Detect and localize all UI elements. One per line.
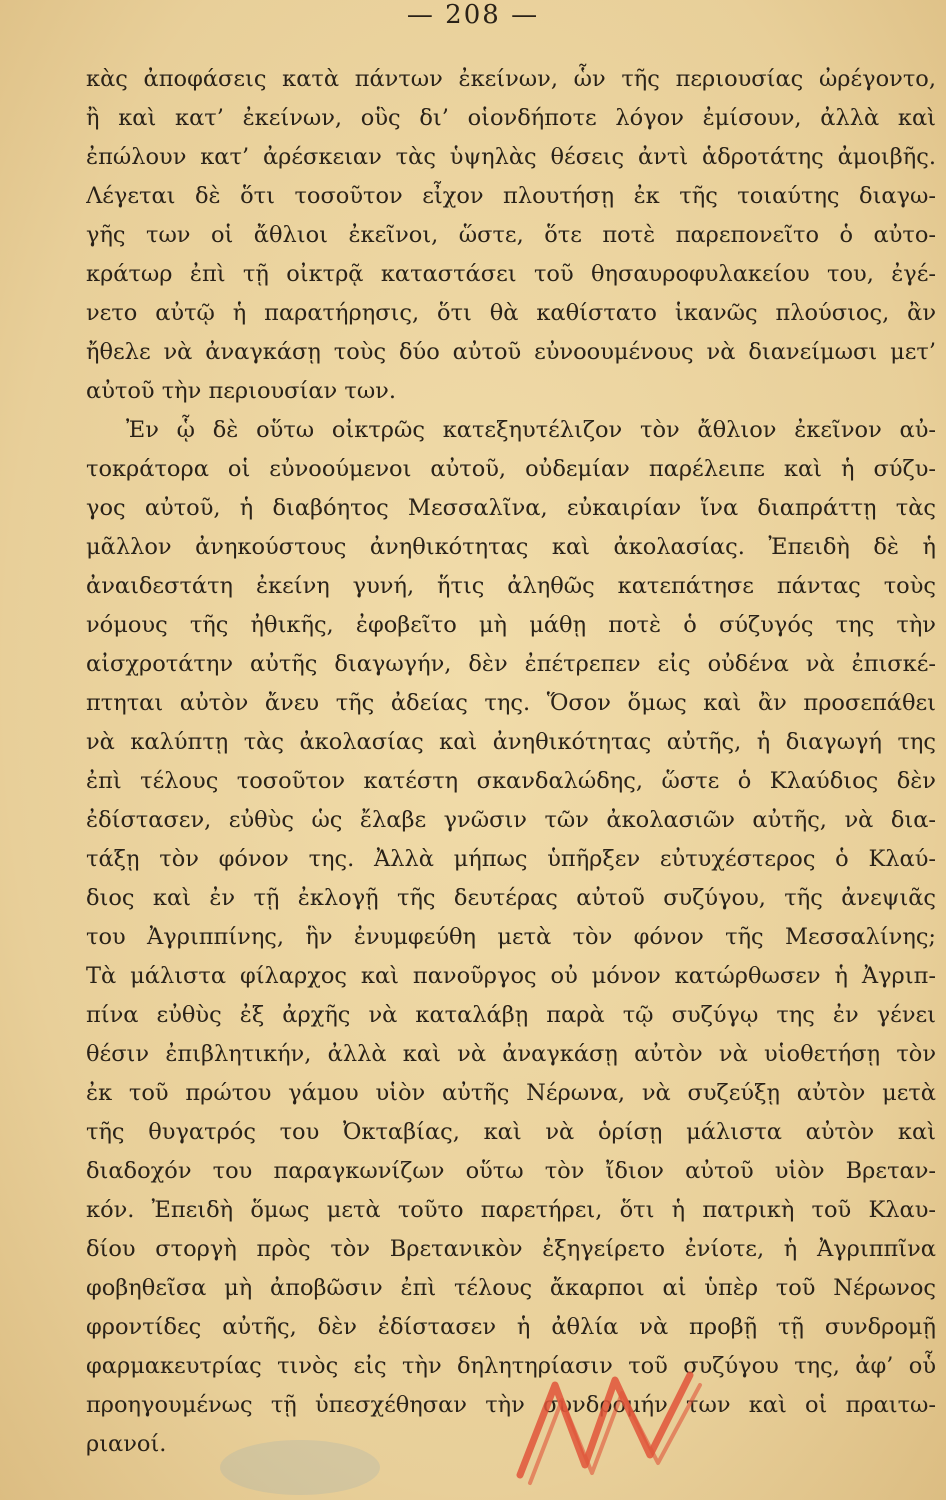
text-line: νόμους τῆς ἠθικῆς, ἐφοβεῖτο μὴ μάθῃ ποτὲ ὁ σύζυγός της τὴν [86, 612, 936, 638]
text-line: φαρμακευτρίας τινὸς εἰς τὴν δηλητηρίασιν τοῦ συζύγου της, ἀφ’ οὗ [86, 1353, 936, 1379]
text-line: διαδοχόν του παραγκωνίζων οὕτω τὸν ἴδιον αὐτοῦ υἱὸν Βρεταν- [86, 1158, 936, 1184]
text-line: ἐκ τοῦ πρώτου γάμου υἱὸν αὐτῆς Νέρωνα, νὰ συζεύξῃ αὐτὸν μετὰ [86, 1080, 936, 1106]
text-line: τάξῃ τὸν φόνον της. Ἀλλὰ μήπως ὑπῆρξεν εὐτυχέστερος ὁ Κλαύ- [86, 846, 936, 872]
text-line: γος αὐτοῦ, ἡ διαβόητος Μεσσαλῖνα, εὐκαιρίαν ἵνα διαπράττῃ τὰς [86, 495, 936, 521]
text-line: φοβηθεῖσα μὴ ἀποβῶσιν ἐπὶ τέλους ἄκαρποι αἱ ὑπὲρ τοῦ Νέρωνος [86, 1275, 936, 1301]
text-line: κράτωρ ἐπὶ τῇ οἰκτρᾷ καταστάσει τοῦ θησαυροφυλακείου του, ἐγέ- [86, 261, 936, 287]
text-line: διος καὶ ἐν τῇ ἐκλογῇ τῆς δευτέρας αὐτοῦ συζύγου, τῆς ἀνεψιᾶς [86, 885, 936, 911]
text-line: αὐτοῦ τὴν περιουσίαν των. [86, 378, 397, 404]
text-line: νὰ καλύπτῃ τὰς ἀκολασίας καὶ ἀνηθικότητας αὐτῆς, ἡ διαγωγή της [86, 729, 936, 755]
text-line: προηγουμένως τῇ ὑπεσχέθησαν τὴν συνδρομήν των καὶ οἱ πραιτω- [86, 1392, 936, 1418]
text-line: δίου στοργὴ πρὸς τὸν Βρετανικὸν ἐξηγείρετο ἐνίοτε, ἡ Ἀγριππῖνα [86, 1236, 936, 1262]
text-line: του Ἀγριππίνης, ἣν ἐνυμφεύθη μετὰ τὸν φόνον τῆς Μεσσαλίνης; [86, 924, 936, 950]
text-line: τοκράτορα οἱ εὐνοούμενοι αὐτοῦ, οὐδεμίαν παρέλειπε καὶ ἡ σύζυ- [86, 456, 936, 482]
text-line: θέσιν ἐπιβλητικήν, ἀλλὰ καὶ νὰ ἀναγκάσῃ αὐτὸν νὰ υἱοθετήσῃ τὸν [86, 1041, 936, 1067]
text-line: κὰς ἀποφάσεις κατὰ πάντων ἐκείνων, ὧν τῆς περιουσίας ὠρέγοντο, [86, 66, 936, 92]
page-number: — 208 — [406, 0, 540, 30]
text-line: μᾶλλον ἀνηκούστους ἀνηθικότητας καὶ ἀκολασίας. Ἐπειδὴ δὲ ἡ [86, 534, 936, 560]
text-line: νετο αὐτῷ ἡ παρατήρησις, ὅτι θὰ καθίστατο ἱκανῶς πλούσιος, ἂν [86, 300, 936, 326]
ink-smudge [220, 1440, 380, 1495]
text-line: αἰσχροτάτην αὐτῆς διαγωγήν, δὲν ἐπέτρεπεν εἰς οὐδένα νὰ ἐπισκέ- [86, 651, 936, 677]
text-line: γῆς των οἱ ἄθλιοι ἐκεῖνοι, ὥστε, ὅτε ποτὲ παρεπονεῖτο ὁ αὐτο- [86, 222, 936, 248]
text-line: ἐπώλουν κατ’ ἀρέσκειαν τὰς ὑψηλὰς θέσεις ἀντὶ ἁδροτάτης ἀμοιβῆς. [86, 144, 936, 170]
text-line: Λέγεται δὲ ὅτι τοσοῦτον εἶχον πλουτήσῃ ἐκ τῆς τοιαύτης διαγω- [86, 183, 936, 209]
text-line: ἤθελε νὰ ἀναγκάσῃ τοὺς δύο αὐτοῦ εὐνοουμένους νὰ διανείμωσι μετ’ [86, 339, 936, 365]
text-line: πίνα εὐθὺς ἐξ ἀρχῆς νὰ καταλάβῃ παρὰ τῷ συζύγῳ της ἐν γένει [86, 1002, 936, 1028]
text-line: ἀναιδεστάτη ἐκείνη γυνή, ἥτις ἀληθῶς κατεπάτησε πάντας τοὺς [86, 573, 936, 599]
text-line: τῆς θυγατρός του Ὀκταβίας, καὶ νὰ ὁρίσῃ μάλιστα αὐτὸν καὶ [86, 1119, 936, 1145]
text-line: Ἐν ᾧ δὲ οὕτω οἰκτρῶς κατεξηυτέλιζον τὸν ἄθλιον ἐκεῖνον αὐ- [126, 417, 936, 443]
text-line: ἢ καὶ κατ’ ἐκείνων, οὓς δι’ οἱονδήποτε λόγον ἐμίσουν, ἀλλὰ καὶ [86, 105, 936, 131]
red-pencil-mark [500, 1355, 760, 1495]
text-line: ἐπὶ τέλους τοσοῦτον κατέστη σκανδαλώδης, ὥστε ὁ Κλαύδιος δὲν [86, 768, 936, 794]
text-line: ριανοί. [86, 1431, 167, 1457]
text-line: κόν. Ἐπειδὴ ὅμως μετὰ τοῦτο παρετήρει, ὅτι ἡ πατρικὴ τοῦ Κλαυ- [86, 1197, 936, 1223]
body-text [86, 60, 936, 1464]
text-line: φροντίδες αὐτῆς, δὲν ἐδίστασεν ἡ ἀθλία νὰ προβῇ τῇ συνδρομῇ [86, 1314, 936, 1340]
text-line: Τὰ μάλιστα φίλαρχος καὶ πανοῦργος οὐ μόνον κατώρθωσεν ἡ Ἀγριπ- [86, 963, 936, 989]
text-line: ἐδίστασεν, εὐθὺς ὡς ἔλαβε γνῶσιν τῶν ἀκολασιῶν αὐτῆς, νὰ δια- [86, 807, 936, 833]
text-line: πτηται αὐτὸν ἄνευ τῆς ἀδείας της. Ὅσον ὅμως καὶ ἂν προσεπάθει [86, 690, 936, 716]
